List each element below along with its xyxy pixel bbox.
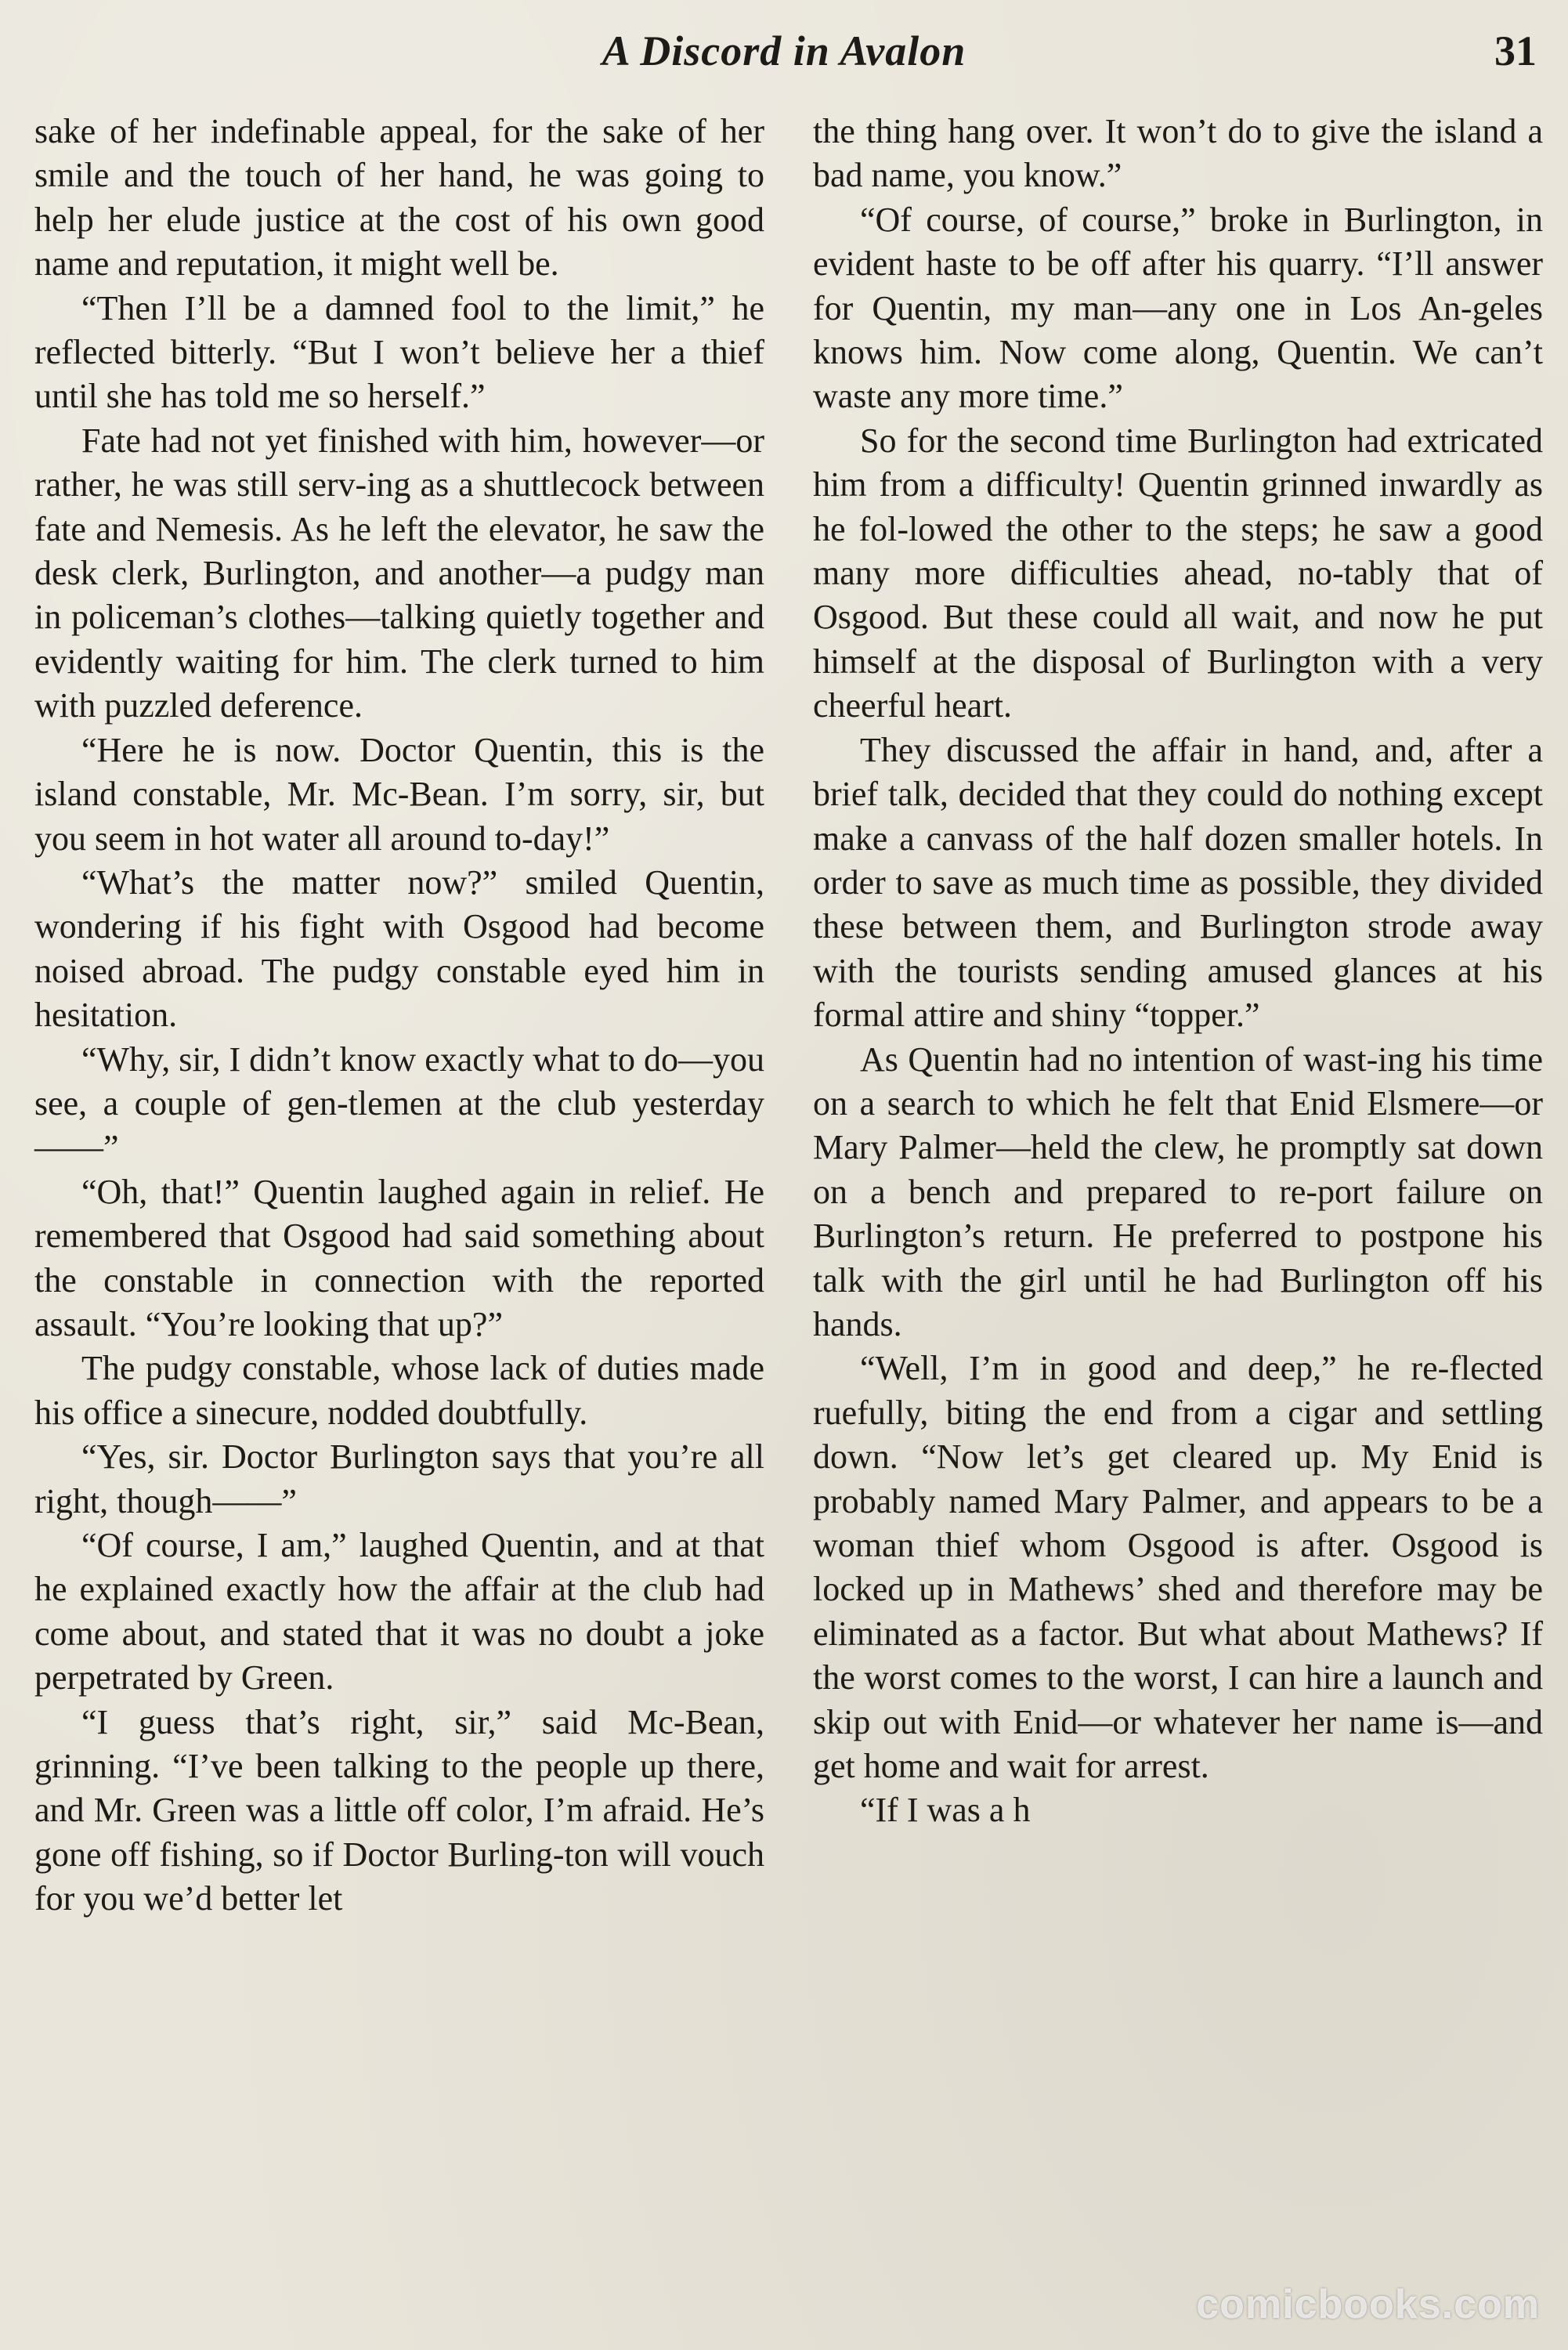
paragraph: “Yes, sir. Doctor Burlington says that you’re all right, though——” bbox=[34, 1437, 764, 1520]
paragraph: “Here he is now. Doctor Quentin, this is the island constable, Mr. Mc-Bean. I’m sorry, sir, but you seem in hot water all around to-day!” bbox=[34, 730, 764, 858]
watermark-logo: comicbooks.com bbox=[1196, 2282, 1540, 2327]
paragraph: “Oh, that!” Quentin laughed again in relief. He remembered that Osgood had said something about the constable in connection with the reported assault. “You’re looking that up?” bbox=[34, 1172, 764, 1343]
page-number: 31 bbox=[1494, 27, 1537, 74]
paragraph: So for the second time Burlington had extricated him from a difficulty! Quentin grinned inwardly as he fol-lowed the other to the steps; he saw a good many more difficulties ahead, no-tably that of Osgood. But these could all wait, and now he put himself at the disposal of Burlington with a very cheerful heart. bbox=[813, 421, 1543, 725]
page-header bbox=[0, 22, 1568, 85]
paragraph: “Why, sir, I didn’t know exactly what to do—you see, a couple of gen-tlemen at the club yesterday——” bbox=[34, 1039, 764, 1167]
paragraph: “Of course, I am,” laughed Quentin, and at that he explained exactly how the affair at the club had come about, and stated that it was no doubt a joke perpetrated by Green. bbox=[34, 1526, 764, 1697]
paragraph: “Then I’ll be a damned fool to the limit,” he reflected bitterly. “But I won’t believe her a thief until she has told me so herself.” bbox=[34, 288, 764, 416]
right-column bbox=[813, 110, 1543, 1833]
paragraph: They discussed the affair in hand, and, after a brief talk, decided that they could do nothing except make a canvass of the half dozen smaller hotels. In order to save as much time as possible, they divided these between them, and Burlington strode away with the tourists sending amused glances at his formal attire and shiny “topper.” bbox=[813, 730, 1543, 1035]
paragraph: “Of course, of course,” broke in Burlington, in evident haste to be off after his quarry. “I’ll answer for Quentin, my man—any one in Los An-geles knows him. Now come along, Quentin. We can’t waste any more time.” bbox=[813, 200, 1543, 416]
paragraph: The pudgy constable, whose lack of duties made his office a sinecure, nodded doubtfully. bbox=[34, 1349, 764, 1432]
paragraph: “I guess that’s right, sir,” said Mc-Bean, grinning. “I’ve been talking to the people up there, and Mr. Green was a little off color, I’m afraid. He’s gone off fishing, so if Doctor Burling-ton will vouch for you we’d better let bbox=[34, 1702, 764, 1918]
paragraph: sake of her indefinable appeal, for the sake of her smile and the touch of her hand, he was going to help her elude justice at the cost of his own good name and reputation, it might well be. bbox=[34, 112, 764, 284]
paragraph: Fate had not yet finished with him, however—or rather, he was still serv-ing as a shuttlecock between fate and Nemesis. As he left the elevator, he saw the desk clerk, Burlington, and another—a pudgy man in policeman’s clothes—talking quietly together and evidently waiting for him. The clerk turned to him with puzzled deference. bbox=[34, 421, 764, 725]
paragraph: “If I was a h bbox=[860, 1791, 1031, 1830]
paragraph: the thing hang over. It won’t do to give the island a bad name, you know.” bbox=[813, 112, 1543, 195]
running-title: A Discord in Avalon bbox=[602, 27, 966, 74]
paragraph: “Well, I’m in good and deep,” he re-flected ruefully, biting the end from a cigar and settling down. “Now let’s get cleared up. My Enid is probably named Mary Palmer, and appears to be a woman thief whom Osgood is after. Osgood is locked up in Mathews’ shed and therefore may be eliminated as a factor. But what about Mathews? If the worst comes to the worst, I can hire a launch and skip out with Enid—or whatever her name is—and get home and wait for arrest. bbox=[813, 1349, 1543, 1786]
paragraph: “What’s the matter now?” smiled Quentin, wondering if his fight with Osgood had become noised abroad. The pudgy constable eyed him in hesitation. bbox=[34, 862, 764, 1035]
left-column bbox=[34, 110, 764, 1922]
paragraph: As Quentin had no intention of wast-ing his time on a search to which he felt that Enid Elsmere—or Mary Palmer—held the clew, he promptly sat down on a bench and prepared to re-port failure on Burlington’s return. He preferred to postpone his talk with the girl until he had Burlington off his hands. bbox=[813, 1039, 1543, 1343]
